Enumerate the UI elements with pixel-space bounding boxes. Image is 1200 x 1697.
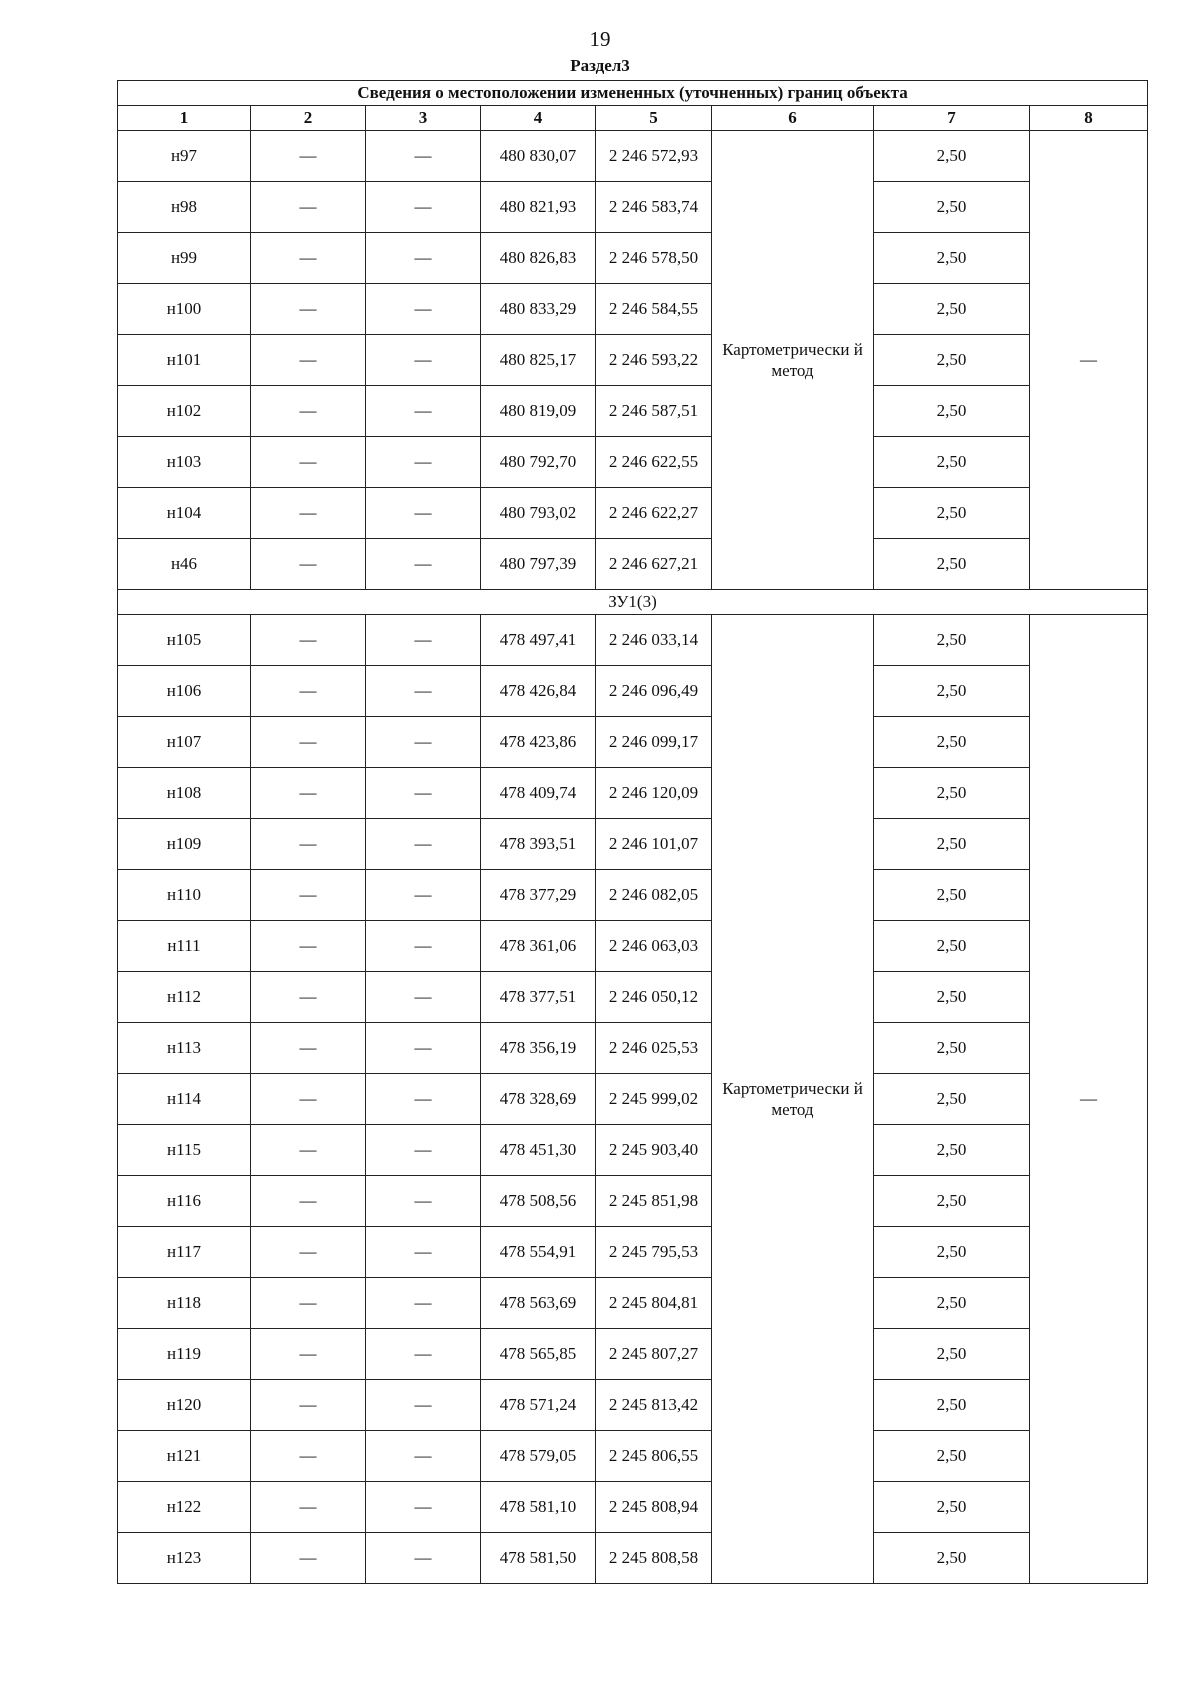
point-name-cell: н105	[118, 615, 251, 666]
accuracy-cell: 2,50	[874, 539, 1030, 590]
accuracy-cell: 2,50	[874, 1023, 1030, 1074]
accuracy-cell: 2,50	[874, 1227, 1030, 1278]
y-coordinate-cell: 2 246 593,22	[596, 335, 712, 386]
accuracy-cell: 2,50	[874, 921, 1030, 972]
section-title: Раздел3	[570, 56, 630, 75]
x-coordinate-cell: 478 409,74	[481, 768, 596, 819]
y-coordinate-cell: 2 246 584,55	[596, 284, 712, 335]
accuracy-cell: 2,50	[874, 1176, 1030, 1227]
point-name-cell: н120	[118, 1380, 251, 1431]
column-3-cell: —	[366, 921, 481, 972]
column-2-cell: —	[251, 131, 366, 182]
accuracy-cell: 2,50	[874, 1533, 1030, 1584]
column-3-cell: —	[366, 1125, 481, 1176]
accuracy-cell: 2,50	[874, 615, 1030, 666]
column-3-cell: —	[366, 717, 481, 768]
y-coordinate-cell: 2 246 622,27	[596, 488, 712, 539]
column-3-cell: —	[366, 1023, 481, 1074]
point-name-cell: н119	[118, 1329, 251, 1380]
method-cell: Картометрически й метод	[712, 131, 874, 590]
y-coordinate-cell: 2 245 804,81	[596, 1278, 712, 1329]
accuracy-cell: 2,50	[874, 666, 1030, 717]
table-row	[118, 1023, 1148, 1074]
point-name-cell: н104	[118, 488, 251, 539]
table-row	[118, 717, 1148, 768]
point-name-cell: н116	[118, 1176, 251, 1227]
y-coordinate-cell: 2 245 903,40	[596, 1125, 712, 1176]
boundary-coordinates-table	[117, 80, 1148, 1584]
y-coordinate-cell: 2 245 795,53	[596, 1227, 712, 1278]
x-coordinate-cell: 478 579,05	[481, 1431, 596, 1482]
column-2-cell: —	[251, 666, 366, 717]
column-2-cell: —	[251, 284, 366, 335]
accuracy-cell: 2,50	[874, 819, 1030, 870]
x-coordinate-cell: 480 825,17	[481, 335, 596, 386]
column-3-cell: —	[366, 1380, 481, 1431]
y-coordinate-cell: 2 246 101,07	[596, 819, 712, 870]
column-2-cell: —	[251, 615, 366, 666]
column-2-cell: —	[251, 921, 366, 972]
column-2-cell: —	[251, 1431, 366, 1482]
point-name-cell: н110	[118, 870, 251, 921]
table-row	[118, 1380, 1148, 1431]
column-number: 7	[874, 106, 1030, 131]
x-coordinate-cell: 478 571,24	[481, 1380, 596, 1431]
x-coordinate-cell: 478 581,50	[481, 1533, 596, 1584]
accuracy-cell: 2,50	[874, 335, 1030, 386]
column-2-cell: —	[251, 768, 366, 819]
table-row	[118, 488, 1148, 539]
table-row	[118, 539, 1148, 590]
column-2-cell: —	[251, 488, 366, 539]
point-name-cell: н97	[118, 131, 251, 182]
column-2-cell: —	[251, 335, 366, 386]
table-row	[118, 437, 1148, 488]
y-coordinate-cell: 2 246 096,49	[596, 666, 712, 717]
point-name-cell: н117	[118, 1227, 251, 1278]
x-coordinate-cell: 478 451,30	[481, 1125, 596, 1176]
y-coordinate-cell: 2 246 050,12	[596, 972, 712, 1023]
column-3-cell: —	[366, 1176, 481, 1227]
accuracy-cell: 2,50	[874, 131, 1030, 182]
column-3-cell: —	[366, 1482, 481, 1533]
y-coordinate-cell: 2 245 851,98	[596, 1176, 712, 1227]
column-8-cell: —	[1030, 131, 1148, 590]
x-coordinate-cell: 480 792,70	[481, 437, 596, 488]
accuracy-cell: 2,50	[874, 233, 1030, 284]
column-3-cell: —	[366, 437, 481, 488]
x-coordinate-cell: 480 826,83	[481, 233, 596, 284]
x-coordinate-cell: 478 426,84	[481, 666, 596, 717]
column-3-cell: —	[366, 488, 481, 539]
y-coordinate-cell: 2 245 813,42	[596, 1380, 712, 1431]
table-row	[118, 1482, 1148, 1533]
point-name-cell: н108	[118, 768, 251, 819]
table-row	[118, 1125, 1148, 1176]
table-row	[118, 233, 1148, 284]
table-row	[118, 972, 1148, 1023]
accuracy-cell: 2,50	[874, 1278, 1030, 1329]
table-row	[118, 284, 1148, 335]
point-name-cell: н99	[118, 233, 251, 284]
column-3-cell: —	[366, 1074, 481, 1125]
y-coordinate-cell: 2 246 578,50	[596, 233, 712, 284]
column-2-cell: —	[251, 437, 366, 488]
y-coordinate-cell: 2 245 808,58	[596, 1533, 712, 1584]
x-coordinate-cell: 478 508,56	[481, 1176, 596, 1227]
column-number-row	[118, 106, 1148, 131]
column-2-cell: —	[251, 1278, 366, 1329]
point-name-cell: н107	[118, 717, 251, 768]
column-2-cell: —	[251, 1125, 366, 1176]
column-number: 1	[118, 106, 251, 131]
column-2-cell: —	[251, 233, 366, 284]
accuracy-cell: 2,50	[874, 717, 1030, 768]
column-2-cell: —	[251, 870, 366, 921]
table-row	[118, 819, 1148, 870]
x-coordinate-cell: 480 793,02	[481, 488, 596, 539]
y-coordinate-cell: 2 245 999,02	[596, 1074, 712, 1125]
accuracy-cell: 2,50	[874, 1125, 1030, 1176]
column-3-cell: —	[366, 539, 481, 590]
point-name-cell: н115	[118, 1125, 251, 1176]
y-coordinate-cell: 2 246 033,14	[596, 615, 712, 666]
column-2-cell: —	[251, 1176, 366, 1227]
column-2-cell: —	[251, 1380, 366, 1431]
column-number: 3	[366, 106, 481, 131]
point-name-cell: н106	[118, 666, 251, 717]
y-coordinate-cell: 2 246 572,93	[596, 131, 712, 182]
point-name-cell: н122	[118, 1482, 251, 1533]
column-2-cell: —	[251, 539, 366, 590]
x-coordinate-cell: 478 393,51	[481, 819, 596, 870]
accuracy-cell: 2,50	[874, 1482, 1030, 1533]
group-label-row	[118, 590, 1148, 615]
column-3-cell: —	[366, 1227, 481, 1278]
column-2-cell: —	[251, 819, 366, 870]
accuracy-cell: 2,50	[874, 1431, 1030, 1482]
column-3-cell: —	[366, 972, 481, 1023]
point-name-cell: н101	[118, 335, 251, 386]
group-label: ЗУ1(3)	[118, 590, 1148, 615]
column-3-cell: —	[366, 233, 481, 284]
x-coordinate-cell: 480 797,39	[481, 539, 596, 590]
column-3-cell: —	[366, 386, 481, 437]
y-coordinate-cell: 2 246 120,09	[596, 768, 712, 819]
column-number: 5	[596, 106, 712, 131]
point-name-cell: н114	[118, 1074, 251, 1125]
table-row	[118, 921, 1148, 972]
point-name-cell: н123	[118, 1533, 251, 1584]
table-row	[118, 1278, 1148, 1329]
y-coordinate-cell: 2 245 808,94	[596, 1482, 712, 1533]
method-cell: Картометрически й метод	[712, 615, 874, 1584]
table-row	[118, 131, 1148, 182]
accuracy-cell: 2,50	[874, 768, 1030, 819]
accuracy-cell: 2,50	[874, 488, 1030, 539]
column-3-cell: —	[366, 819, 481, 870]
table-row	[118, 386, 1148, 437]
column-2-cell: —	[251, 182, 366, 233]
accuracy-cell: 2,50	[874, 870, 1030, 921]
x-coordinate-cell: 478 423,86	[481, 717, 596, 768]
table-row	[118, 182, 1148, 233]
y-coordinate-cell: 2 246 587,51	[596, 386, 712, 437]
x-coordinate-cell: 480 821,93	[481, 182, 596, 233]
accuracy-cell: 2,50	[874, 1074, 1030, 1125]
column-3-cell: —	[366, 615, 481, 666]
column-2-cell: —	[251, 1533, 366, 1584]
column-2-cell: —	[251, 1074, 366, 1125]
column-2-cell: —	[251, 1023, 366, 1074]
column-3-cell: —	[366, 1278, 481, 1329]
y-coordinate-cell: 2 246 082,05	[596, 870, 712, 921]
table-row	[118, 1074, 1148, 1125]
table-row	[118, 1431, 1148, 1482]
point-name-cell: н102	[118, 386, 251, 437]
page-number: 19	[589, 27, 611, 51]
table-row	[118, 1176, 1148, 1227]
column-3-cell: —	[366, 284, 481, 335]
accuracy-cell: 2,50	[874, 1329, 1030, 1380]
point-name-cell: н46	[118, 539, 251, 590]
point-name-cell: н118	[118, 1278, 251, 1329]
table-row	[118, 666, 1148, 717]
point-name-cell: н111	[118, 921, 251, 972]
x-coordinate-cell: 478 361,06	[481, 921, 596, 972]
y-coordinate-cell: 2 245 806,55	[596, 1431, 712, 1482]
accuracy-cell: 2,50	[874, 972, 1030, 1023]
column-2-cell: —	[251, 386, 366, 437]
point-name-cell: н100	[118, 284, 251, 335]
column-3-cell: —	[366, 335, 481, 386]
accuracy-cell: 2,50	[874, 1380, 1030, 1431]
point-name-cell: н103	[118, 437, 251, 488]
accuracy-cell: 2,50	[874, 437, 1030, 488]
accuracy-cell: 2,50	[874, 386, 1030, 437]
table-caption-row	[118, 81, 1148, 106]
column-2-cell: —	[251, 1329, 366, 1380]
column-2-cell: —	[251, 717, 366, 768]
x-coordinate-cell: 478 328,69	[481, 1074, 596, 1125]
column-8-cell: —	[1030, 615, 1148, 1584]
column-3-cell: —	[366, 870, 481, 921]
point-name-cell: н109	[118, 819, 251, 870]
column-2-cell: —	[251, 1227, 366, 1278]
table-row	[118, 335, 1148, 386]
table-row	[118, 615, 1148, 666]
x-coordinate-cell: 478 581,10	[481, 1482, 596, 1533]
table-row	[118, 1329, 1148, 1380]
column-number: 6	[712, 106, 874, 131]
table-row	[118, 1533, 1148, 1584]
x-coordinate-cell: 480 830,07	[481, 131, 596, 182]
y-coordinate-cell: 2 246 627,21	[596, 539, 712, 590]
x-coordinate-cell: 478 497,41	[481, 615, 596, 666]
table-caption: Сведения о местоположении измененных (уточненных) границ объекта	[118, 81, 1148, 106]
x-coordinate-cell: 478 377,51	[481, 972, 596, 1023]
x-coordinate-cell: 478 554,91	[481, 1227, 596, 1278]
x-coordinate-cell: 478 563,69	[481, 1278, 596, 1329]
column-2-cell: —	[251, 972, 366, 1023]
x-coordinate-cell: 478 356,19	[481, 1023, 596, 1074]
column-number: 4	[481, 106, 596, 131]
y-coordinate-cell: 2 246 622,55	[596, 437, 712, 488]
column-number: 8	[1030, 106, 1148, 131]
x-coordinate-cell: 478 565,85	[481, 1329, 596, 1380]
y-coordinate-cell: 2 246 099,17	[596, 717, 712, 768]
column-3-cell: —	[366, 666, 481, 717]
column-number: 2	[251, 106, 366, 131]
column-2-cell: —	[251, 1482, 366, 1533]
point-name-cell: н121	[118, 1431, 251, 1482]
x-coordinate-cell: 480 819,09	[481, 386, 596, 437]
accuracy-cell: 2,50	[874, 284, 1030, 335]
accuracy-cell: 2,50	[874, 182, 1030, 233]
point-name-cell: н112	[118, 972, 251, 1023]
point-name-cell: н98	[118, 182, 251, 233]
column-3-cell: —	[366, 768, 481, 819]
point-name-cell: н113	[118, 1023, 251, 1074]
y-coordinate-cell: 2 246 025,53	[596, 1023, 712, 1074]
y-coordinate-cell: 2 245 807,27	[596, 1329, 712, 1380]
column-3-cell: —	[366, 1533, 481, 1584]
y-coordinate-cell: 2 246 583,74	[596, 182, 712, 233]
column-3-cell: —	[366, 182, 481, 233]
x-coordinate-cell: 478 377,29	[481, 870, 596, 921]
x-coordinate-cell: 480 833,29	[481, 284, 596, 335]
column-3-cell: —	[366, 1329, 481, 1380]
table-row	[118, 768, 1148, 819]
column-3-cell: —	[366, 131, 481, 182]
column-3-cell: —	[366, 1431, 481, 1482]
table-row	[118, 1227, 1148, 1278]
y-coordinate-cell: 2 246 063,03	[596, 921, 712, 972]
table-row	[118, 870, 1148, 921]
